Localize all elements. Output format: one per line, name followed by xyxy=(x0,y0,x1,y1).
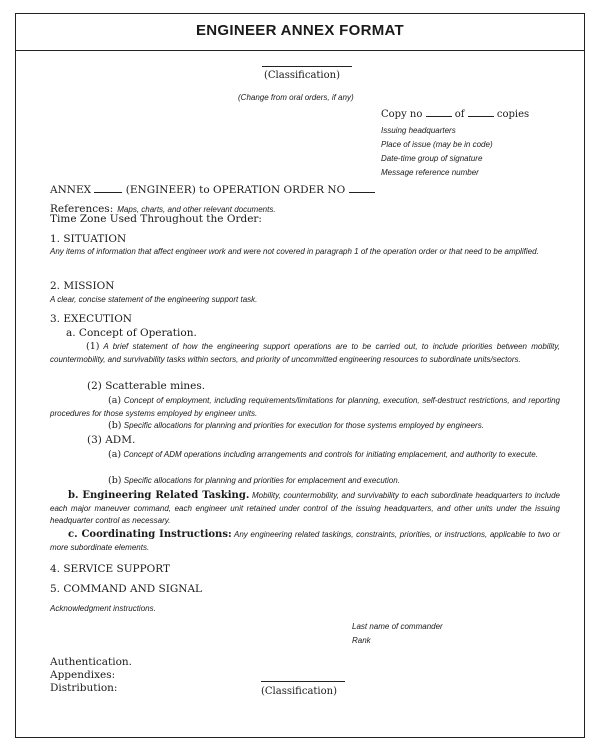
header-line: Place of issue (may be in code) xyxy=(381,140,493,149)
adm-a-para xyxy=(50,449,560,462)
adm-b-text: Specific allocations for planning and priorities for emplacement and execution. xyxy=(123,476,400,485)
page-title: ENGINEER ANNEX FORMAT xyxy=(196,22,404,39)
order-no-blank xyxy=(349,192,375,193)
mines-heading: (2) Scatterable mines. xyxy=(87,380,206,392)
concept-heading: a. Concept of Operation. xyxy=(66,327,197,339)
change-note: (Change from oral orders, if any) xyxy=(238,93,354,102)
copy-of-label: of xyxy=(454,109,465,120)
references-text: Maps, charts, and other relevant documents. xyxy=(117,205,276,214)
mission-heading: 2. MISSION xyxy=(50,280,115,292)
classification-bottom: (Classification) xyxy=(261,686,337,697)
copy-total-blank xyxy=(468,116,494,117)
commander-rank: Rank xyxy=(352,636,371,645)
header-line: Date-time group of signature xyxy=(381,154,483,163)
mines-a-para xyxy=(50,395,560,420)
commander-name: Last name of commander xyxy=(352,622,443,631)
para-number: (a) xyxy=(108,449,122,460)
para-number: (b) xyxy=(108,420,122,431)
annex-title: (ENGINEER) to OPERATION ORDER NO xyxy=(125,184,346,196)
classification-top: (Classification) xyxy=(264,70,340,81)
classification-rule xyxy=(262,66,352,67)
appendixes-label: Appendixes: xyxy=(50,669,116,681)
authentication-label: Authentication. xyxy=(50,656,133,668)
situation-heading: 1. SITUATION xyxy=(50,233,127,245)
mines-b-text: Specific allocations for planning and priorities for execution for those systems employed by engineers. xyxy=(123,421,484,430)
command-signal-heading: 5. COMMAND AND SIGNAL xyxy=(50,583,203,595)
references-label: References: xyxy=(50,203,114,215)
tasking-heading: b. Engineering Related Tasking. xyxy=(68,490,250,501)
mission-text: A clear, concise statement of the engineering support task. xyxy=(50,295,258,304)
coordinating-text: Any engineering related taskings, constraints, priorities, or instructions, applicable to two or more subordinate elements. xyxy=(50,530,561,552)
title-bar xyxy=(15,13,585,51)
footer-classification-rule xyxy=(261,681,345,682)
copies-label: copies xyxy=(496,109,530,120)
page-border xyxy=(15,13,585,738)
para-number: (a) xyxy=(108,395,122,406)
annex-line xyxy=(50,184,375,196)
adm-a-text: Concept of ADM operations including arrangements and controls for initiating emplacement, and authority to execute. xyxy=(123,450,538,459)
copy-line xyxy=(381,109,529,120)
header-line: Message reference number xyxy=(381,168,479,177)
mines-a-text: Concept of employment, including requirements/limitations for planning, execution, self-destruct restrictions, and reporting procedures for those systems employed by engineer units. xyxy=(50,396,560,418)
tasking-text: Mobility, countermobility, and survivability to each subordinate headquarters to include each major maneuver command, each engineer unit retained under control of the issuing headquarters, and other units under the issuing headquarter control as necessary. xyxy=(50,491,560,525)
header-line: Issuing headquarters xyxy=(381,126,456,135)
annex-letter-blank xyxy=(94,192,122,193)
para-number: (b) xyxy=(108,475,122,486)
concept-text: A brief statement of how the engineering support operations are to be carried out, to include priorities between mobility, countermobility, and survivability tasks within sectors, and priority of uncommitted engineering resources to subordinate units/sectors. xyxy=(50,342,560,364)
copy-no-label: Copy no xyxy=(381,109,423,120)
adm-heading: (3) ADM. xyxy=(87,434,136,446)
time-zone-line: Time Zone Used Throughout the Order: xyxy=(50,213,262,225)
para-number: (1) xyxy=(86,341,100,352)
acknowledgment-text: Acknowledgment instructions. xyxy=(50,604,156,613)
annex-prefix: ANNEX xyxy=(50,184,92,196)
execution-heading: 3. EXECUTION xyxy=(50,313,132,325)
tasking-para xyxy=(50,490,560,528)
mines-b-para xyxy=(50,420,560,433)
service-support-heading: 4. SERVICE SUPPORT xyxy=(50,563,171,575)
coordinating-heading: c. Coordinating Instructions: xyxy=(68,529,232,540)
adm-b-para xyxy=(50,475,560,488)
situation-text: Any items of information that affect engineer work and were not covered in paragraph 1 of the operation order or that need to be amplified. xyxy=(50,247,539,256)
concept-para xyxy=(50,341,560,366)
distribution-label: Distribution: xyxy=(50,682,118,694)
copy-no-blank xyxy=(426,116,452,117)
coordinating-para xyxy=(50,529,560,554)
